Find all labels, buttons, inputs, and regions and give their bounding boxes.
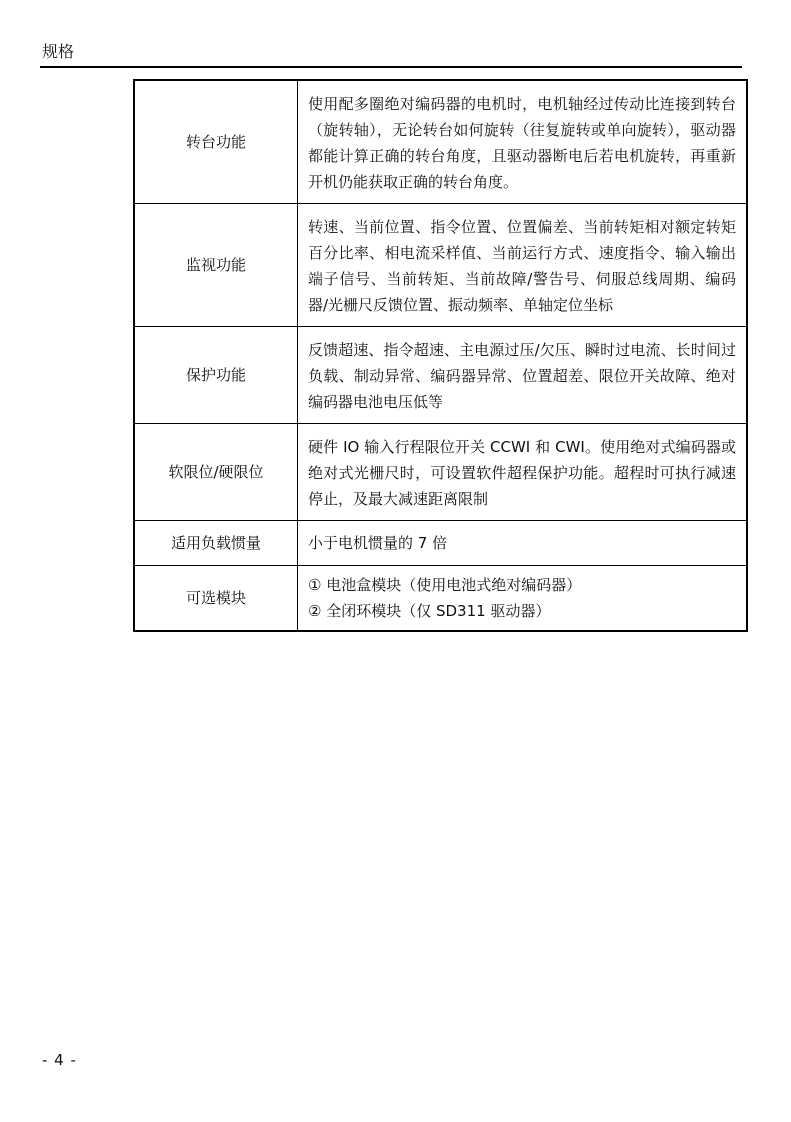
row-label: 转台功能 [134,80,298,204]
option-item: ① 电池盒模块（使用电池式绝对编码器） [308,576,582,594]
row-description: 小于电机惯量的 7 倍 [298,521,748,566]
option-item: ② 全闭环模块（仅 SD311 驱动器） [308,602,551,620]
row-label: 保护功能 [134,327,298,424]
table-row [134,204,747,327]
page-header-title: 规格 [42,42,75,61]
page-number: - 4 - [42,1051,77,1069]
row-description: 使用配多圈绝对编码器的电机时，电机轴经过传动比连接到转台（旋转轴），无论转台如何旋转（往复旋转或单向旋转），驱动器都能计算正确的转台角度，且驱动器断电后若电机旋转，再重新开机仍能获取正确的转台角度。 [298,80,748,204]
row-label: 适用负载惯量 [134,521,298,566]
row-label: 可选模块 [134,566,298,632]
table-row [134,80,747,204]
row-description: 硬件 IO 输入行程限位开关 CCWI 和 CWI。使用绝对式编码器或绝对式光栅尺时，可设置软件超程保护功能。超程时可执行减速停止，及最大减速距离限制 [298,424,748,521]
spec-table [133,79,748,632]
table-row [134,424,747,521]
table-row [134,566,747,632]
row-label: 监视功能 [134,204,298,327]
row-description: 反馈超速、指令超速、主电源过压/欠压、瞬时过电流、长时间过负载、制动异常、编码器异常、位置超差、限位开关故障、绝对编码器电池电压低等 [298,327,748,424]
table-row [134,327,747,424]
header-divider [40,66,742,68]
row-label: 软限位/硬限位 [134,424,298,521]
row-options [298,566,748,632]
row-description: 转速、当前位置、指令位置、位置偏差、当前转矩相对额定转矩百分比率、相电流采样值、当前运行方式、速度指令、输入输出端子信号、当前转矩、当前故障/警告号、伺服总线周期、编码器/光栅尺反馈位置、振动频率、单轴定位坐标 [298,204,748,327]
table-row [134,521,747,566]
